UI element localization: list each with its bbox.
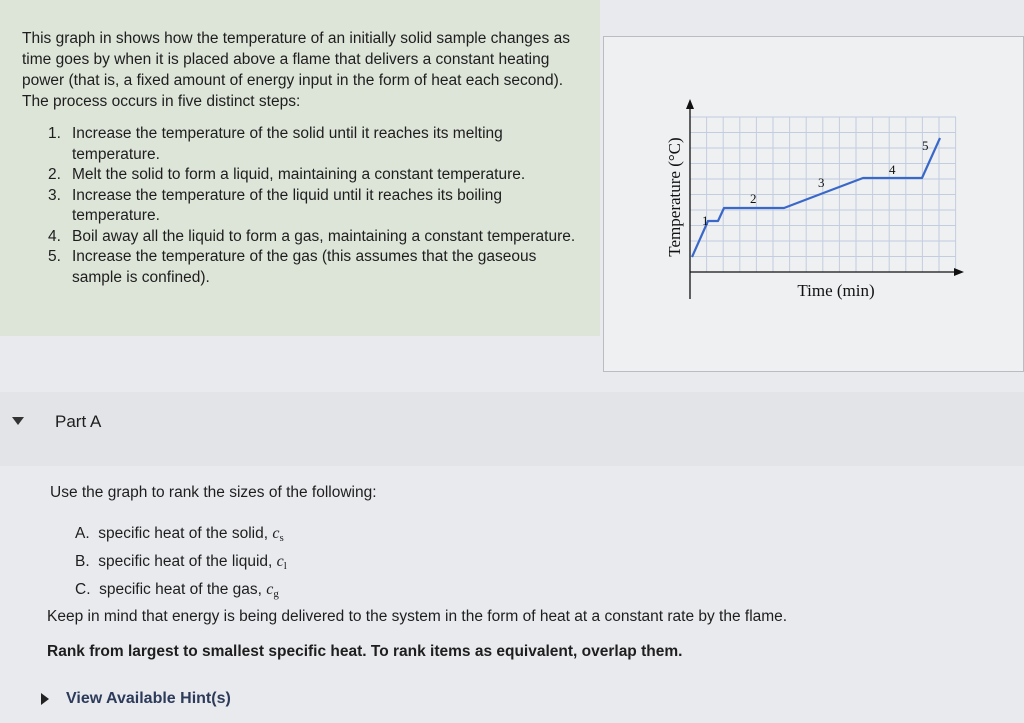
- segment-label-5: 5: [922, 138, 929, 153]
- step-item: 4. Boil away all the liquid to form a gas, maintaining a constant temperature.: [48, 227, 576, 245]
- options-list: [75, 522, 287, 606]
- segment-label-1: 1: [702, 213, 709, 228]
- step-item: 5. Increase the temperature of the gas (this assumes that the gaseous sample is confined).: [48, 248, 537, 286]
- segment-label-4: 4: [889, 162, 896, 177]
- segment-label-2: 2: [750, 191, 757, 206]
- y-axis-label: Temperature (°C): [665, 137, 684, 257]
- step-item: 3. Increase the temperature of the liquid until it reaches its boiling temperature.: [48, 186, 502, 224]
- heating-curve: [692, 138, 940, 257]
- part-a-title: Part A: [55, 412, 102, 431]
- intro-text: [22, 28, 582, 288]
- segment-label-3: 3: [818, 175, 825, 190]
- expand-triangle-icon[interactable]: [41, 693, 49, 705]
- temperature-time-graph: [604, 37, 1024, 373]
- step-item: 2. Melt the solid to form a liquid, maintaining a constant temperature.: [48, 166, 526, 183]
- graph-grid: [690, 117, 956, 272]
- x-axis-arrow: [954, 268, 964, 276]
- rank-instruction: Rank from largest to smallest specific heat. To rank items as equivalent, overlap them.: [47, 643, 683, 660]
- collapse-triangle-icon[interactable]: [12, 417, 24, 425]
- option-item: C. specific heat of the gas, $c_g$: [75, 581, 279, 600]
- intro-paragraph: This graph in shows how the temperature of an initially solid sample changes as time goes by when it is placed above a flame that delivers a constant heating power (that is, a fixed amount of energy input in the form of heat each second). The process occurs in five distinct steps:: [22, 30, 570, 110]
- x-axis-label: Time (min): [797, 281, 875, 300]
- steps-list: [22, 124, 582, 288]
- part-a-header[interactable]: [0, 392, 1024, 466]
- step-item: 1. Increase the temperature of the solid until it reaches its melting temperature.: [48, 125, 503, 163]
- view-hints-link[interactable]: View Available Hint(s): [66, 690, 231, 707]
- option-item: B. specific heat of the liquid, $c_l$: [75, 553, 287, 572]
- energy-note: Keep in mind that energy is being delivered to the system in the form of heat at a constant rate by the flame.: [47, 608, 788, 625]
- question-text: Use the graph to rank the sizes of the following:: [50, 484, 377, 501]
- option-item: A. specific heat of the solid, $c_s$: [75, 525, 284, 544]
- intro-panel: [0, 0, 600, 336]
- graph-figure: [603, 36, 1024, 372]
- y-axis-arrow: [686, 99, 694, 109]
